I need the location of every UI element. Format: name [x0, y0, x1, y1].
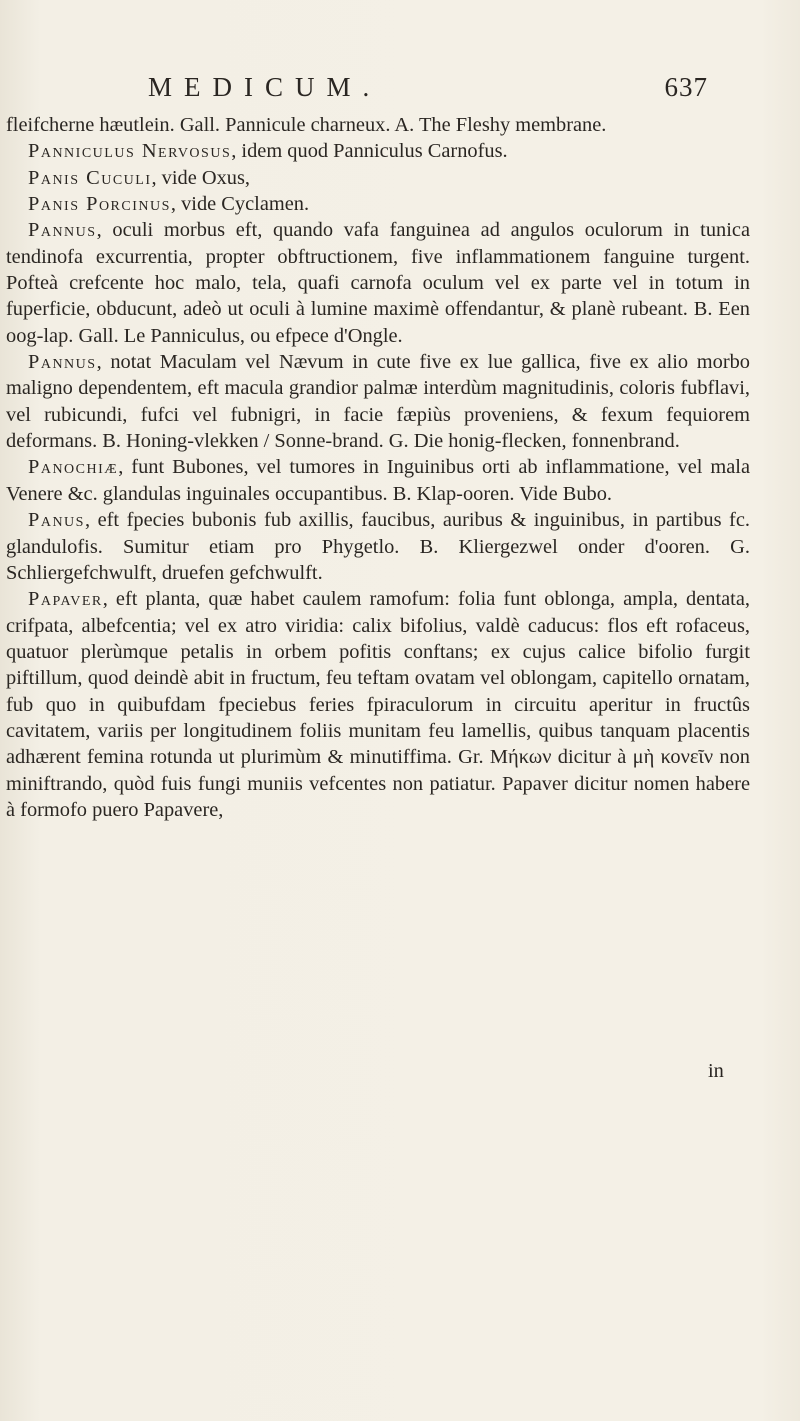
entry-text: , funt Bubones, vel tumores in Inguinibus orti ab inflammatione, vel mala Venere &c. glandulas inguinales occupantibus. B. Klap-ooren. Vide Bubo.: [6, 456, 750, 505]
entry-text: , idem quod Panniculus Carnofus.: [231, 140, 508, 163]
entry-text: fleifcherne hæutlein. Gall. Pannicule charneux. A. The Fleshy membrane.: [6, 114, 607, 136]
entry-lemma: Panis Cuculi: [28, 166, 152, 189]
entry: [6, 112, 750, 138]
catchword: in: [708, 1060, 724, 1082]
page-header: [148, 72, 708, 108]
entry: [6, 217, 750, 349]
entry-lemma: Panochiæ: [28, 456, 119, 479]
entry-lemma: Panus: [28, 509, 85, 532]
entry-text: , notat Maculam vel Nævum in cute five ex lue gallica, five ex alio morbo maligno dependentem, eft macula grandior palmæ interdùm magnitudinis, coloris fubflavi, vel rubicundi, fufci vel fubnigri, in facie fæpiùs proveniens, & fexum fequiorem deformans. B. Honing-vlekken / Sonne-brand. G. Die honig-flecken, fonnenbrand.: [6, 351, 750, 453]
page-number: 637: [664, 72, 708, 102]
entry-text: , vide Oxus,: [151, 166, 251, 189]
entry-text: , eft planta, quæ habet caulem ramofum: folia funt oblonga, ampla, dentata, crifpata, albefcentia; vel ex atro viridia: calix bifolius, valdè caducus: flos eft rofaceus, quatuor plerùmque petalis in orbem pofitis conftans; ex cujus calice bifolio furgit piftillum, quod deindè abit in fructum, feu teftam ovatam vel oblongam, capitello ornatam, fub quo in quibufdam fpeciebus feries fpiraculorum in circuitu aperitur in fructûs cavitatem, variis per longitudinem foliis munitam feu lamellis, quibus tanquam placentis adhærent femina rotunda ut plurimùm & minutiffima. Gr. Μήκων dicitur à μὴ κονεῖν non miniftrando, quòd fuis fungi muniis vefcentes non patiatur. Papaver dicitur nomen habere à formofo puero Papavere,: [6, 588, 750, 821]
dictionary-text: [6, 112, 750, 823]
entry-lemma: Panis Porcinus: [28, 193, 171, 216]
entry: [6, 138, 750, 164]
entry-lemma: Pannus: [28, 219, 97, 242]
entry-lemma: Papaver: [28, 588, 103, 611]
entry-text: , oculi morbus eft, quando vafa fanguinea ad angulos oculorum in tunica tendinofa excurrentia, propter obftructionem, five inflammationem fanguine turgent. Pofteà crefcente hoc malo, tela, quafi carnofa oculum vel ex parte vel in totum in fuperficie, obducunt, adeò ut oculi à lumine maximè offendantur, & planè rubeant. B. Een oog-lap. Gall. Le Panniculus, ou efpece d'Ongle.: [6, 219, 750, 347]
entry: [6, 349, 750, 454]
entry-text: , vide Cyclamen.: [170, 193, 310, 216]
entry-lemma: Panniculus Nervosus: [28, 140, 232, 163]
entry-lemma: Pannus: [28, 351, 97, 374]
entry: [6, 191, 750, 217]
entry: [6, 165, 750, 191]
entry: [6, 454, 750, 507]
entry-text: , eft fpecies bubonis fub axillis, faucibus, auribus & inguinibus, in partibus fc. glandulofis. Sumitur etiam pro Phygetlo. B. Kliergezwel onder d'ooren. G. Schliergefchwulft, druefen gefchwulft.: [6, 509, 750, 584]
running-head: MEDICUM.: [148, 72, 382, 102]
entry: [6, 586, 750, 823]
entry: [6, 507, 750, 586]
